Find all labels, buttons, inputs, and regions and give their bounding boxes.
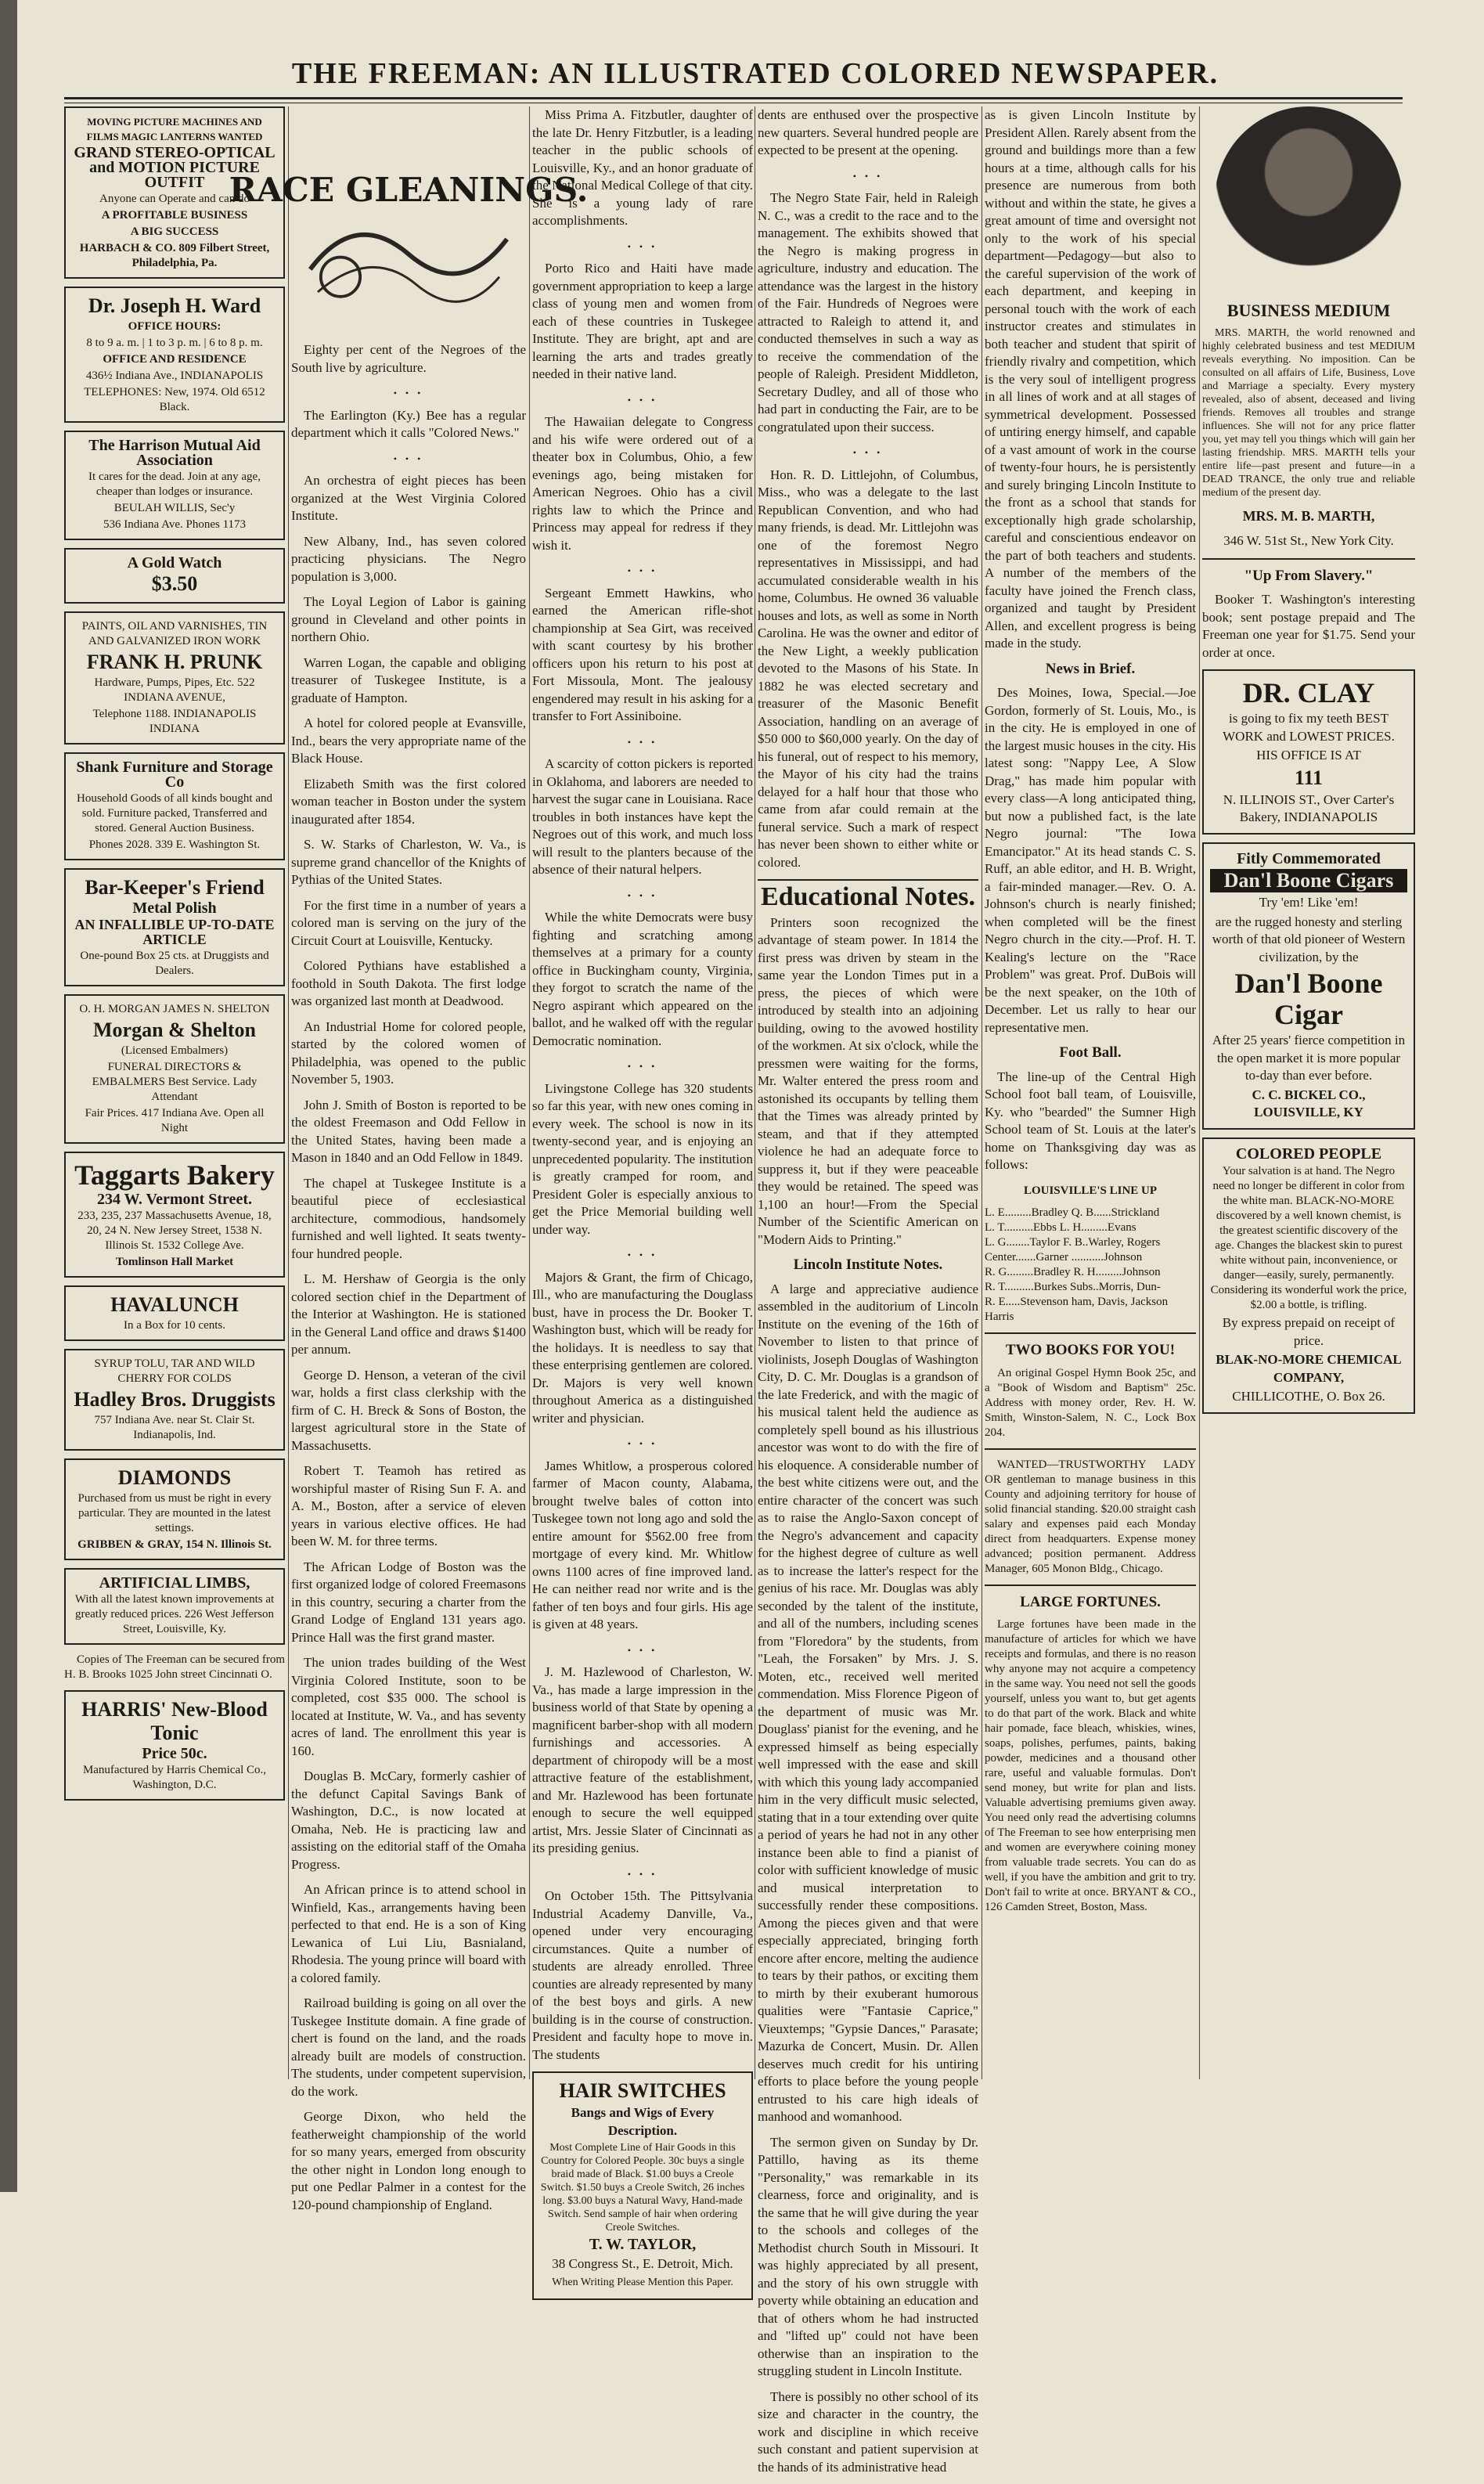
- gleaning-item: Railroad building is going on all over the Tuskegee Institute domain. A fine grade of chert is found on the land, and the roads already built are models of construction. The students, under competent supervision, do the work.: [291, 1995, 526, 2099]
- barkeeper-sub: Metal Polish: [132, 900, 217, 917]
- morgan-owners: O. H. MORGAN JAMES N. SHELTON: [79, 1003, 270, 1015]
- barkeeper-text: AN INFALLIBLE UP-TO-DATE ARTICLE: [74, 917, 275, 947]
- gleaning-item: New Albany, Ind., has seven colored practicing physicians. The Negro population is 3,000.: [291, 533, 526, 584]
- news-item: While the white Democrats were busy fighting and scratching among themselves at a primary for a county office in Buckingham county, Virginia, they forgot to scratch the name of the Negro aspirant which appeared on the ballot, and he walked off with the regular Democratic nomination.: [532, 910, 753, 1048]
- morgan-text: FUNERAL DIRECTORS & EMBALMERS Best Service. Lady Attendant: [92, 1061, 258, 1103]
- ads-column-6: [1202, 106, 1415, 1422]
- lineup-row: Center.......Garner ...........Johnson: [985, 1251, 1143, 1264]
- gleaning-item: The African Lodge of Boston was the first organized lodge of colored Freemasons in this country, securing a charter from the Grand Lodge of England 131 years ago. Prince Hall was the first grand master.: [291, 1559, 526, 1645]
- medium-portrait: [1215, 106, 1403, 294]
- medium-text: MRS. MARTH, the world renowned and highly celebrated business and test MEDIUM reveals everything. No imposition. Can be consulted on all affairs of Life, Business, Love and Marriage a specialty. Every mystery revealed, also of absent, deceased and living friends. Removes all troubles and strange influences. She will not for any price flatter you, yet may tell you things which will gain her lasting friendship. MRS. MARTH tells your entire life—past present and future—in a DEAD TRANCE, the only true and reliable medium of the present day.: [1202, 326, 1415, 499]
- freeman-copies: Copies of The Freeman can be secured from H. B. Brooks 1025 John street Cincinnati O.: [64, 1653, 285, 1681]
- shank-text: Household Goods of all kinds bought and sold. Furniture packed, Transferred and stored. General Auction Business.: [77, 792, 272, 835]
- gleaning-item: For the first time in a number of years a colored man is serving on the jury of the Circuit Court at Louisville, Kentucky.: [291, 897, 526, 948]
- medium-addr: 346 W. 51st St., New York City.: [1223, 533, 1394, 548]
- clay-text: is going to fix my teeth BEST WORK and LOWEST PRICES.: [1223, 711, 1395, 744]
- clay-office: HIS OFFICE IS AT: [1256, 748, 1361, 763]
- taggart-ad: [64, 1152, 285, 1278]
- ward-hours: 8 to 9 a. m. | 1 to 3 p. m. | 6 to 8 p. m.: [86, 337, 263, 349]
- prunk-tel: Telephone 1188. INDIANAPOLIS INDIANA: [92, 708, 257, 735]
- news-item: There is possibly no other school of its size and character in the country, the work and discipline in which receive such constant and patient supervision at the hands of its administrative head: [758, 2388, 978, 2475]
- lineup-row: L. G........Taylor F. B..Warley, Rogers: [985, 1236, 1161, 1249]
- lineup-row: L. E.........Bradley Q. B......Strickland: [985, 1206, 1160, 1219]
- harrison-addr: 536 Indiana Ave. Phones 1173: [103, 518, 247, 531]
- watch-ad: [64, 548, 285, 604]
- separator: • • •: [393, 388, 424, 398]
- news-item: Porto Rico and Haiti have made government appropriation to keep a large class of young men and women from each of these countries in Tuskegee Institute. They are bright, apt and are learning the arts and trades greatly needed in their native land.: [532, 261, 753, 381]
- gleaning-item: John J. Smith of Boston is reported to be the oldest Freemason and Odd Fellow in the United States, having been made a Mason in 1840 and an Odd Fellow in 1849.: [291, 1097, 526, 1165]
- gleaning-item: Robert T. Teamoh has retired as worshipful master of Rising Sun F. A. and A. M., Boston, after a service of eleven years in various elective offices. He had been W. M. for three terms.: [291, 1463, 526, 1548]
- harris-co: Manufactured by Harris Chemical Co., Washington, D.C.: [82, 1764, 267, 1791]
- news-column-5: [985, 106, 1196, 1923]
- hadley-top: SYRUP TOLU, TAR AND WILD CHERRY FOR COLDS: [94, 1357, 255, 1385]
- separator: • • •: [627, 565, 658, 576]
- clay-num: 111: [1294, 766, 1324, 789]
- race-gleanings-column: [229, 106, 589, 2222]
- column-rule: [288, 106, 289, 2079]
- harris-price: Price 50c.: [142, 1745, 207, 1762]
- books-text: An original Gospel Hymn Book 25c, and a "Book of Wisdom and Baptism" 25c. Address with money order, Rev. H. W. Smith, Winston-Salem, N. C., Lock Box 204.: [985, 1366, 1196, 1439]
- gleaning-item: Colored Pythians have established a foothold in South Dakota. The first lodge was organized last month at Deadwood.: [291, 958, 526, 1008]
- lineup-row: R. E.....Stevenson ham, Davis, Jackson: [985, 1296, 1169, 1308]
- hair-addr: 38 Congress St., E. Detroit, Mich.: [552, 2255, 733, 2271]
- separator: • • •: [627, 1061, 658, 1072]
- hair-sub: Bangs and Wigs of Every Description.: [571, 2105, 715, 2138]
- football-title: Foot Ball.: [1059, 1044, 1122, 1061]
- lineup-row: L. T..........Ebbs L. H.........Evans: [985, 1221, 1136, 1234]
- harrison-ad: [64, 431, 285, 540]
- taggart-addr: 234 W. Vermont Street.: [97, 1191, 252, 1208]
- watch-title: A Gold Watch: [127, 554, 222, 571]
- divider: [985, 1584, 1196, 1586]
- gleaning-item: George Dixon, who held the featherweight championship of the world for so many years, emerged from obscurity the other night in London long enough to put one Pedlar Palmer in a contest for the 120-pound championship of England.: [291, 2109, 526, 2212]
- separator: • • •: [852, 170, 884, 182]
- dr-clay-ad: [1202, 669, 1415, 835]
- ad-sub: Anyone can Operate and can do: [99, 193, 250, 205]
- news-item: A large and appreciative audience assembled in the auditorium of Lincoln Institute on the evening of the 16th of November to listen to that prince of violinists, Joseph Douglas of Washington City, D. C. Mr. Douglas is a grandson of the late Frederick, and with the magic of his musical talent held the audience as completely spell bound as his illustrious ancestor was wont to do with the fire of his eloquence. A considerable number of the best white citizens were out, and the entire character of the concert was such as to raise the Anglo-Saxon concept of the Negro's advancement and capacity for the highest degree of culture as well as to increase the latter's respect for the genius of his race. Mr. Douglas was ably seconded by the talent of the institute, and all of the numbers, including scenes from "Floredora" by the students, from "Leah, the Forsaken" by Mrs. J. S. Moten, etc., received well merited commendation. Miss Florence Pigeon of the department of music was Mr. Douglass' pianist for the evening, and he expressed himself as being especially well impressed with the ease and skill with which this young lady accompanied him in the very difficult music selected, stating that in a tour extending over quite a period of years he had not in any other instance been able to find a pianist of color with sufficient knowledge of music and musical interpretation to successfully render these compositions. Among the pieces given and that were especially appreciated, bringing forth encore after encore, melting the audience to tears by their pathos, or exciting them to mirth by their exuberant humorous qualities were "Fantasie Caprice," Vieuxtemps; "Gypsie Dances," Parasate; Mazurka de Concert, Musin. Dr. Allen deserves much credit for his untiring efforts to place before the young people entrusted to his care high ideals of manhood and womanhood.: [758, 1281, 978, 2124]
- scan-border: [0, 0, 17, 2192]
- ward-office: OFFICE AND RESIDENCE: [103, 353, 247, 366]
- separator: • • •: [627, 394, 658, 406]
- colored-express: By express prepaid on receipt of price.: [1222, 1315, 1396, 1348]
- gleaning-item: An Industrial Home for colored people, started by the colored women of Philadelphia, was opened to the public November 5, 1903.: [291, 1018, 526, 1087]
- slavery-text: Booker T. Washington's interesting book; sent postage prepaid and The Freeman one year for $1.75. Send your order at once.: [1202, 592, 1415, 660]
- barkeeper-price: One-pound Box 25 cts. at Druggists and Dealers.: [80, 950, 269, 977]
- separator: • • •: [627, 1644, 658, 1656]
- news-item: On October 15th. The Pittsylvania Industrial Academy Danville, Va., opened under very encouraging circumstances. Quite a number of students are already enrolled. Three counties are already represented by many of the best boys and girls. A new building is in the course of construction. President and faculty hope to move in. The students: [532, 1888, 753, 2062]
- morgan-sub: (Licensed Embalmers): [121, 1044, 229, 1057]
- barkeeper-title: Bar-Keeper's Friend: [85, 876, 265, 899]
- news-item: A scarcity of cotton pickers is reported in Oklahoma, and laborers are needed to harvest the sugar cane in Louisiana. Race troubles in both instances have kept the Negroes out of this work, and much loss will result to the planters because of the absence of their natural helpers.: [532, 756, 753, 877]
- masthead-rule: [64, 97, 1403, 103]
- colored-addr: CHILLICOTHE, O. Box 26.: [1232, 1389, 1385, 1404]
- boone-text: are the rugged honesty and sterling worth of that old pioneer of Western civilization, by the: [1212, 914, 1406, 964]
- separator: • • •: [627, 736, 658, 748]
- slavery-title: "Up From Slavery.": [1244, 567, 1374, 584]
- barkeeper-ad: [64, 868, 285, 986]
- divider: [1202, 558, 1415, 560]
- books-title: TWO BOOKS FOR YOU!: [1005, 1342, 1176, 1358]
- boone-after: After 25 years' fierce competition in the open market it is more popular to-day than ever before.: [1212, 1033, 1406, 1083]
- havalunch-ad: [64, 1285, 285, 1341]
- harris-ad: [64, 1690, 285, 1801]
- divider: [985, 1448, 1196, 1450]
- column-rule: [1199, 106, 1200, 2079]
- separator: • • •: [627, 889, 658, 901]
- news-item: Des Moines, Iowa, Special.—Joe Gordon, formerly of St. Louis, Mo., is in the city. He is employed in one of the largest music houses in the city. His latest song: "Nappy Lee, A Slow Drag," has made him popular with every class—A long anticipated thing, but now a published fact, is the late Negro journal: "The Iowa Emancipator." At its head stands C. S. Ruff, an able editor, and H. B. Wright, a fair-minded manager.—Rev. O. A. Johnson's church is nearly finished; when completed will be the finest Negro church in the city.—Prof. H. T. Kealing's lecture on the "Race Problem" was great. Prof. DuBois will be the next speaker, on the 10th of December. Let us rally to hear our representative men.: [985, 685, 1196, 1035]
- divider: [758, 879, 978, 881]
- ward-name: Dr. Joseph H. Ward: [88, 294, 261, 317]
- news-item: Livingstone College has 320 students so far this year, with new ones coming in every week. The school is now in its twenty-second year, and is enjoying an unprecedented popularity. The institution is greatly cramped for room, and President Goler is especially anxious to get the Price Memorial building well under way.: [532, 1080, 753, 1237]
- news-item: dents are enthused over the prospective new quarters. Several hundred people are expected to be present at the opening.: [758, 107, 978, 157]
- gleaning-item: The chapel at Tuskegee Institute is a beautiful piece of ecclesiastical architecture, commodious, handsomely furnished and well lighted. It seats twenty-four hundred people.: [291, 1175, 526, 1261]
- ad-company: HARBACH & CO. 809 Filbert Street, Philadelphia, Pa.: [79, 242, 270, 269]
- hair-name: T. W. TAYLOR,: [589, 2236, 697, 2253]
- educational-notes-title: Educational Notes.: [761, 882, 975, 911]
- harrison-sec: BEULAH WILLIS, Sec'y: [113, 502, 236, 514]
- news-item: as is given Lincoln Institute by President Allen. Rarely absent from the ground and buildings more than a few hours at a time, although calls for his presence are numerous from both without and within the state, he gives a great amount of time and oversight not only to the work of his special department—Pedagogy—but also to the careful supervision of the work of each department, and keeping in personal touch with the work of each instructor creates and stimulates in both teacher and student that spirit of friendly rivalry and competition, which is the very soul of intelligent progress in all lines of work and at all stages of symmetrical development. Possessed of untiring energy himself, and capable of a vast amount of work in the course of twenty-four hours, he is persistently and surely bringing Lincoln Institute to the front as a school that stands for exceptionally high grade scholarship, careful and conscientious endeavor on the part of both teachers and students. A number of the members of the faculty have joined the French class, organized and taught by President Allen, and excellent progress is being made in the study.: [985, 107, 1196, 651]
- gleaning-item: The union trades building of the West Virginia Colored Institute, soon to be completed, cost $35 000. The school is located at Institute, W. Va., and has seventy acres of land. The enrollment this year is 160.: [291, 1655, 526, 1758]
- boone-co: C. C. BICKEL CO., LOUISVILLE, KY: [1252, 1087, 1366, 1119]
- news-brief-title: News in Brief.: [1045, 660, 1136, 677]
- boone-left: Dan'l Boone Cigars: [1210, 869, 1407, 892]
- hadley-ad: [64, 1349, 285, 1451]
- harrison-title: The Harrison Mutual Aid Association: [88, 437, 261, 469]
- lincoln-notes-title: Lincoln Institute Notes.: [793, 1256, 943, 1273]
- ad-title: GRAND STEREO-OPTICAL and MOTION PICTURE OUTFIT: [74, 144, 276, 191]
- colored-people-ad: [1202, 1137, 1415, 1414]
- gleaning-item: An orchestra of eight pieces has been organized at the West Virginia Colored Institute.: [291, 473, 526, 523]
- ward-addr: 436½ Indiana Ave., INDIANAPOLIS: [85, 370, 264, 382]
- lineup-row: Harris: [985, 1310, 1014, 1323]
- colored-title: COLORED PEOPLE: [1235, 1145, 1382, 1163]
- clay-addr: N. ILLINOIS ST., Over Carter's Bakery, INDIANAPOLIS: [1223, 791, 1395, 824]
- news-item: The sermon given on Sunday by Dr. Pattillo, having as its theme "Personality," was remarkable in its clearness, force and originality, and is the same that he will give during the year to the schools and colleges of the Methodist church South in Missouri. It was highly appreciated by all present, and the story of his own struggle with poverty while obtaining an education and that of others whom he had instructed and "lifted up" could not have been otherwise than an inspiration to the struggling student in Lincoln Institute.: [758, 2134, 978, 2378]
- ad-top: MOVING PICTURE MACHINES AND FILMS MAGIC LANTERNS WANTED: [86, 116, 263, 142]
- news-item: The line-up of the Central High School foot ball team, of Louisville, Ky. who "bearded" the Sumner High School team of St. Louis at the later's home on Thanksgiving day was as follows:: [985, 1069, 1196, 1172]
- shank-title: Shank Furniture and Storage Co: [76, 759, 273, 791]
- diamonds-ad: [64, 1458, 285, 1560]
- divider: [985, 1332, 1196, 1334]
- news-item: James Whitlow, a prosperous colored farmer of Macon county, Alabama, brought twelve bales of cotton into Tuskegee town not long ago and sold the entire amount for $562.00 free from mortgage of every kind. Mr. Whitlow owns 1100 acres of fine improved land. He can neither read nor write and is the father of ten boys and four girls. His age is given at 48 years.: [532, 1458, 753, 1631]
- wanted-text: WANTED—TRUSTWORTHY LADY OR gentleman to manage business in this County and adjoining territory for house of solid financial standing. $20.00 straight cash salary and expenses paid each Monday direct from headquarters. Expense money advanced; position permanent. Address Manager, 605 Monon Bldg., Chicago.: [985, 1458, 1196, 1575]
- havalunch-sub: In a Box for 10 cents.: [124, 1319, 225, 1332]
- gleaning-item: Douglas B. McCary, formerly cashier of the defunct Capital Savings Bank of Washington, D.C., is now located at Omaha, Neb. He is practicing law and assisting on the editorial staff of the Omaha Progress.: [291, 1768, 526, 1872]
- hadley-title: Hadley Bros. Druggists: [74, 1388, 276, 1411]
- separator: • • •: [627, 1868, 658, 1880]
- gleaning-item: Eighty per cent of the Negroes of the South live by agriculture.: [291, 342, 526, 375]
- boone-name: Dan'l Boone Cigar: [1234, 968, 1383, 1030]
- news-column-3: [532, 106, 753, 2308]
- shank-ad: [64, 752, 285, 860]
- clay-title: DR. CLAY: [1242, 677, 1375, 708]
- hair-note: When Writing Please Mention this Paper.: [552, 2277, 733, 2288]
- morgan-title: Morgan & Shelton: [93, 1018, 256, 1041]
- gleaning-item: S. W. Starks of Charleston, W. Va., is supreme grand chancellor of the Knights of Pythias of the United States.: [291, 837, 526, 887]
- lineup-row: R. T..........Burkes Subs..Morris, Dun-: [985, 1281, 1161, 1293]
- harris-title: HARRIS' New-Blood Tonic: [81, 1698, 268, 1744]
- gleaning-item: L. M. Hershaw of Georgia is the only colored section chief in the Department of the Interior at Washington. He is stationed in the General Land office and draws $1400 per annum.: [291, 1271, 526, 1357]
- news-item: Printers soon recognized the advantage of steam power. In 1814 the first press was driven by steam in the same year the London Times put in a press, the pieces of which were introduced by stealth into an adjoining building, owing to the avowed hostility of the workmen. At six o'clock, while the pressmen were waiting for the forms, Mr. Walter entered the press room and astonished its occupants by telling them that the Times was already printed by steam, and that if they attempted violence he had an adequate force to suppress it, but if they were peaceable they would be retained. The speed was 1,100 an hour!—From the Special Number of the Scientific American on "Modern Aids to Printing.": [758, 914, 978, 1247]
- separator: • • •: [627, 1438, 658, 1449]
- separator: • • •: [393, 452, 424, 464]
- hair-switches-ad: [532, 2071, 753, 2300]
- ads-column-1: [64, 106, 285, 2095]
- news-item: Sergeant Emmett Hawkins, who earned the American rifle-shot championship at Sea Girt, was received with scant courtesy by his brother officers upon his return to his post at Fort Missoula, Mont. The jealousy engendered may result in his asking for a transfer to Fort Assiniboine.: [532, 585, 753, 723]
- separator: • • •: [627, 1249, 658, 1260]
- hadley-addr: 757 Indiana Ave. near St. Clair St. Indianapolis, Ind.: [94, 1414, 255, 1441]
- ward-tel: TELEPHONES: New, 1974. Old 6512 Black.: [84, 386, 265, 413]
- fortunes-title: LARGE FORTUNES.: [1020, 1593, 1161, 1610]
- medium-title: BUSINESS MEDIUM: [1226, 301, 1391, 320]
- svg-text:RACE GLEANINGS.: RACE GLEANINGS.: [229, 171, 589, 210]
- gleaning-item: The Loyal Legion of Labor is gaining ground in Cleveland and other points in northern Ohio.: [291, 594, 526, 644]
- limbs-ad: [64, 1568, 285, 1645]
- limbs-text: With all the latest known improvements at greatly reduced prices. 226 West Jefferson Street, Louisville, Ky.: [74, 1593, 275, 1635]
- separator: • • •: [627, 240, 658, 252]
- news-item: The Hawaiian delegate to Congress and his wife were ordered out of a theater box in Columbus, Ohio, a few evenings ago, being mistaken for American Negroes. Ohio has a civil rights law to which the Prince and Princess may appeal for redress if they wish it.: [532, 414, 753, 553]
- ad-success: A BIG SUCCESS: [130, 225, 219, 238]
- separator: • • •: [852, 447, 884, 458]
- hair-title: HAIR SWITCHES: [559, 2079, 726, 2102]
- medium-sig: MRS. M. B. MARTH,: [1242, 507, 1375, 524]
- taggart-title: Taggarts Bakery: [74, 1159, 275, 1191]
- news-item: Miss Prima A. Fitzbutler, daughter of the late Dr. Henry Fitzbutler, is a leading teacher in the public schools of Louisville, Ky., and an honor graduate of the National Medical College of that city. She is a young lady of rare accomplishments.: [532, 107, 753, 228]
- havalunch-title: HAVALUNCH: [110, 1293, 239, 1316]
- news-item: The Negro State Fair, held in Raleigh N. C., was a credit to the race and to the management. The exhibits showed that the Negro is making progress in agriculture, industry and education. The attendance was the largest in the history of the Fair. Hundreds of Negroes were attracted to Raleigh to attend it, and conducted themselves in such a way as to receive the commendation of the people of Raleigh. President Middleton, Secretary Dudley, and all of those who had part in conducting the Fair, are to be congratulated upon their success.: [758, 190, 978, 434]
- taggart-text: 233, 235, 237 Massachusetts Avenue, 18, 20, 24 N. New Jersey Street, 1538 N. Illinois St. 1532 College Ave.: [77, 1210, 272, 1252]
- shank-phone: Phones 2028. 339 E. Washington St.: [88, 838, 261, 851]
- limbs-title: ARTIFICIAL LIMBS,: [99, 1574, 250, 1592]
- gleaning-item: Warren Logan, the capable and obliging treasurer of Tuskegee Institute, is a graduate of Hampton.: [291, 654, 526, 705]
- prunk-top: PAINTS, OIL AND VARNISHES, TIN AND GALVANIZED IRON WORK: [81, 620, 268, 647]
- boone-try: Try 'em! Like 'em!: [1259, 895, 1359, 910]
- fortunes-text: Large fortunes have been made in the manufacture of articles for which we have receipts and formulas, and there is no reason why anyone may not acquire a competency in the same way. You need not sell the goods yourself, unless you want to, but get agents to do that part of the work. Black and white hair pomade, face bleach, whiskies, wines, soaps, polishes, perfumes, paints, baking powder, medicines and a thousand other rare, useful and valuable formulas. Don't send money, but write for plan and lists. Valuable advertising premiums given away. You need only read the advertising columns of The Freeman to see how enterprising men and women are everywhere coining money from valuable trade secrets. You can do as well, if you have the ambition and grit to try. Don't fail to write at once. BRYANT & CO., 126 Camden Street, Boston, Mass.: [985, 1618, 1196, 1913]
- lineup-list: [985, 1206, 1196, 1325]
- masthead: THE FREEMAN: AN ILLUSTRATED COLORED NEWSPAPER.: [291, 57, 1219, 90]
- taggart-market: Tomlinson Hall Market: [115, 1256, 234, 1268]
- morgan-ad: [64, 994, 285, 1144]
- race-gleanings-banner: [229, 106, 589, 341]
- ad-profit: A PROFITABLE BUSINESS: [101, 209, 248, 222]
- news-item: J. M. Hazlewood of Charleston, W. Va., has made a large impression in the business world of that State by opening a magnificent barber-shop with all modern furnishings and accessories. A department of chiropody will be a most attractive feature of the establishment, and Mr. Hazlewood has been fortunate enough to secure the well equipped artist, Mrs. Jessie Slater of Cincinnati as its presiding genius.: [532, 1664, 753, 1855]
- diamonds-title: DIAMONDS: [117, 1466, 232, 1489]
- colored-text: Your salvation is at hand. The Negro need no longer be different in color from the white man. BLACK-NO-MORE discovered by a well known chemist, is the greatest scientific discovery of the age. Changes the blackest skin to purest white without pain, inconvenience, or danger—easily, surely, permanently. Considering its wonderful work the price, $2.00 a bottle, is trifling.: [1210, 1165, 1407, 1311]
- diamonds-co: GRIBBEN & GRAY, 154 N. Illinois St.: [77, 1538, 272, 1551]
- prunk-text: Hardware, Pumps, Pipes, Etc. 522 INDIANA AVENUE,: [94, 676, 255, 704]
- watch-price: $3.50: [151, 572, 198, 595]
- morgan-addr: Fair Prices. 417 Indiana Ave. Open all Night: [85, 1107, 265, 1134]
- news-item: Majors & Grant, the firm of Chicago, Ill., who are manufacturing the Douglass bust, have in process the Dr. Booker T. Washington bust, which will be ready for the holidays. It is needless to say that these enterprising gentlemen are colored. Dr. Majors is very well known throughout America as a distinguished writer and physician.: [532, 1269, 753, 1426]
- prunk-ad: [64, 611, 285, 744]
- gleaning-item: A hotel for colored people at Evansville, Ind., bears the very appropriate name of the Black House.: [291, 716, 526, 766]
- news-item: Hon. R. D. Littlejohn, of Columbus, Miss., who was a delegate to the last Republican Convention, and who had many friends, is dead. Mr. Littlejohn was one of the foremost Negro representatives in Mississippi, and had accumulated considerable wealth in his home, Columbus. He owned 36 valuable houses and lots, as well as some in North Carolina. He was the owner and editor of the New Light, a weekly publication devoted to the Masons of his State. In 1882 he was elected secretary and treasurer of the Masonic Benefit Association, handling on an average of $50 000 to $60,000 yearly. On the day of his funeral, out of respect to his memory, the Mayor of his city had the trains delayed for a half hour that those who came from afar could remain at the funeral service. Such a mark of respect has never been shown to either white or colored.: [758, 467, 978, 870]
- lineup-row: R. G.........Bradley R. H.........Johnson: [985, 1266, 1161, 1278]
- gleaning-item: George D. Henson, a veteran of the civil war, holds a first class clerkship with the firm of C. H. Breck & Sons of Boston, the largest agricultural store in the State of Massachusetts.: [291, 1367, 526, 1453]
- gleaning-item: Elizabeth Smith was the first colored woman teacher in Boston under the system inaugurated after 1854.: [291, 776, 526, 827]
- gleaning-item: An African prince is to attend school in Winfield, Kas., arrangements having been perfected to that end. He is a son of King Lewanica of Lui Liu, Basnialand, Rhodesia. The young prince will board with a colored family.: [291, 1882, 526, 1985]
- colored-co: BLAK-NO-MORE CHEMICAL COMPANY,: [1216, 1352, 1402, 1385]
- gleaning-item: The Earlington (Ky.) Bee has a regular department which it calls "Colored News.": [291, 407, 526, 440]
- diamonds-text: Purchased from us must be right in every particular. They are mounted in the latest settings.: [77, 1492, 272, 1534]
- column-rule: [529, 106, 530, 2079]
- ward-ad: [64, 287, 285, 423]
- dan-boone-ad: [1202, 842, 1415, 1130]
- boone-head: Fitly Commemorated: [1237, 849, 1381, 867]
- hair-text: Most Complete Line of Hair Goods in this Country for Colored People. 30c buys a single braid made of Black. $1.00 buys a Creole Switch. $1.50 buys a Creole Switch, 26 inches long. $3.00 buys a Natural Wavy, Hand-made Switch. Send sample of hair when ordering Creole Switches.: [540, 2142, 745, 2233]
- prunk-name: FRANK H. PRUNK: [86, 651, 263, 673]
- lineup-title: LOUISVILLE'S LINE UP: [1023, 1184, 1158, 1197]
- ward-hours-label: OFFICE HOURS:: [128, 320, 222, 333]
- harrison-text: It cares for the dead. Join at any age, cheaper than lodges or insurance.: [88, 470, 261, 498]
- news-column-4: [758, 106, 978, 2484]
- banner-ornament-icon: [229, 110, 589, 337]
